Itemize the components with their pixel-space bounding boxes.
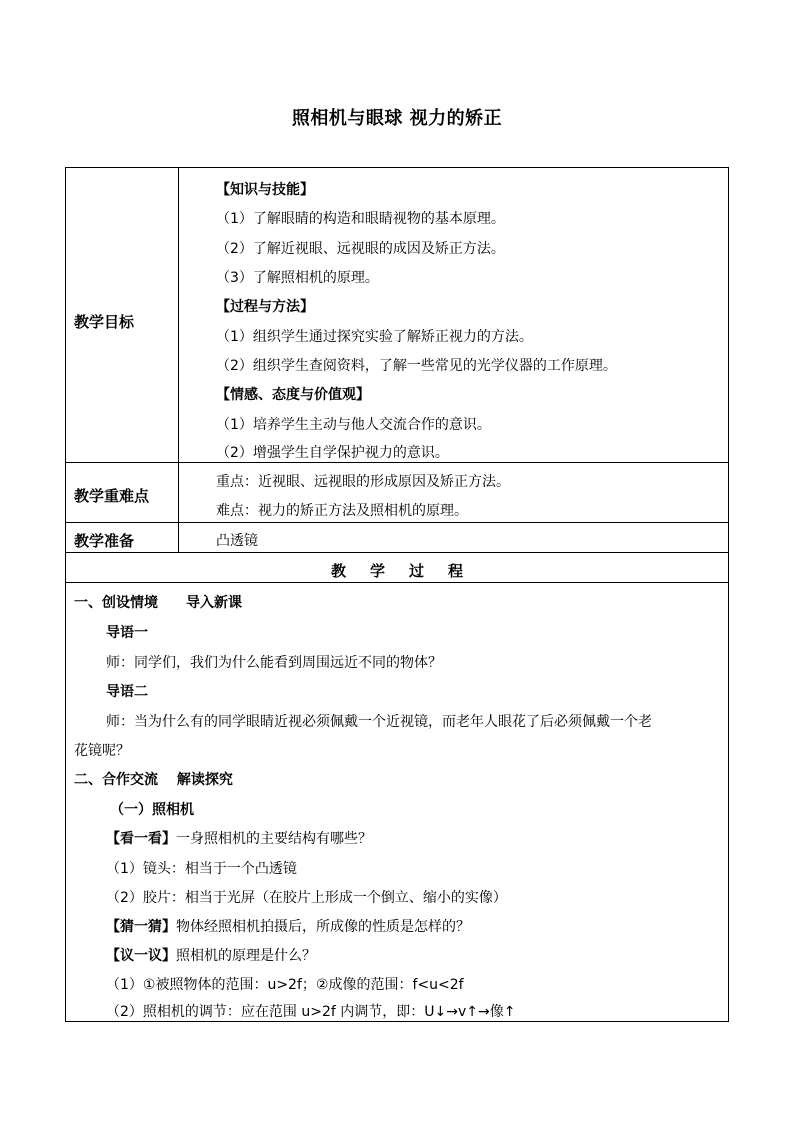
objective-item: （2）了解近视眼、远视眼的成因及矫正方法。 — [216, 241, 505, 257]
paragraph — [106, 828, 372, 848]
objective-heading-attitude: 【情感、态度与价值观】 — [216, 387, 370, 403]
section-heading: 二、合作交流 解读探究 — [74, 772, 233, 788]
objective-item: （1）了解眼睛的构造和眼睛视物的基本原理。 — [216, 211, 505, 227]
paragraph: （1）①被照物体的范围：u>2f；②成像的范围：f<u<2f — [106, 977, 464, 993]
prep-value: 凸透镜 — [216, 533, 258, 549]
intro-heading: 导语一 — [106, 625, 148, 641]
objective-heading-knowledge: 【知识与技能】 — [216, 182, 314, 198]
activity-text: 照相机的原理是什么？ — [176, 948, 316, 964]
activity-tag: 【猜一猜】 — [106, 919, 176, 935]
activity-text: 物体经照相机拍摄后，所成像的性质是怎样的？ — [176, 919, 470, 935]
section-heading: 一、创设情境 导入新课 — [74, 595, 242, 611]
row-divider — [66, 552, 728, 553]
paragraph: （2）胶片：相当于光屏（在胶片上形成一个倒立、缩小的实像） — [106, 890, 507, 906]
paragraph — [106, 945, 316, 965]
paragraph: （2）照相机的调节：应在范围 u>2f 内调节，即：U↓→v↑→像↑ — [106, 1004, 516, 1020]
objective-heading-process: 【过程与方法】 — [216, 299, 314, 315]
objective-item: （2）增强学生自学保护视力的意识。 — [216, 445, 449, 461]
lesson-table — [65, 167, 729, 1022]
row-divider — [66, 522, 728, 523]
objectives-label: 教学目标 — [74, 313, 135, 331]
subsection-heading: （一）照相机 — [110, 802, 194, 818]
process-header: 教学过程 — [330, 562, 487, 580]
keypoint-focus: 重点：近视眼、远视眼的形成原因及矫正方法。 — [216, 474, 510, 490]
prep-label: 教学准备 — [74, 532, 135, 550]
paragraph — [106, 916, 470, 936]
keypoints-label: 教学重难点 — [74, 487, 150, 505]
intro-heading: 导语二 — [106, 684, 148, 700]
paragraph: 师：同学们，我们为什么能看到周围远近不同的物体？ — [106, 655, 442, 671]
objective-item: （1）组织学生通过探究实验了解矫正视力的方法。 — [216, 329, 533, 345]
column-divider — [178, 168, 179, 552]
row-divider — [66, 462, 728, 463]
paragraph: 花镜呢？ — [74, 743, 130, 759]
objective-item: （2）组织学生查阅资料，了解一些常见的光学仪器的工作原理。 — [216, 358, 617, 374]
keypoint-difficulty: 难点：视力的矫正方法及照相机的原理。 — [216, 503, 468, 519]
paragraph: （1）镜头：相当于一个凸透镜 — [106, 861, 297, 877]
page-title: 照相机与眼球 视力的矫正 — [291, 108, 503, 129]
objective-item: （1）培养学生主动与他人交流合作的意识。 — [216, 417, 491, 433]
activity-tag: 【议一议】 — [106, 948, 176, 964]
row-divider — [66, 582, 728, 583]
activity-text: 一身照相机的主要结构有哪些？ — [176, 831, 372, 847]
objective-item: （3）了解照相机的原理。 — [216, 270, 379, 286]
paragraph: 师：当为什么有的同学眼睛近视必须佩戴一个近视镜，而老年人眼花了后必须佩戴一个老 — [106, 714, 652, 730]
activity-tag: 【看一看】 — [106, 831, 176, 847]
